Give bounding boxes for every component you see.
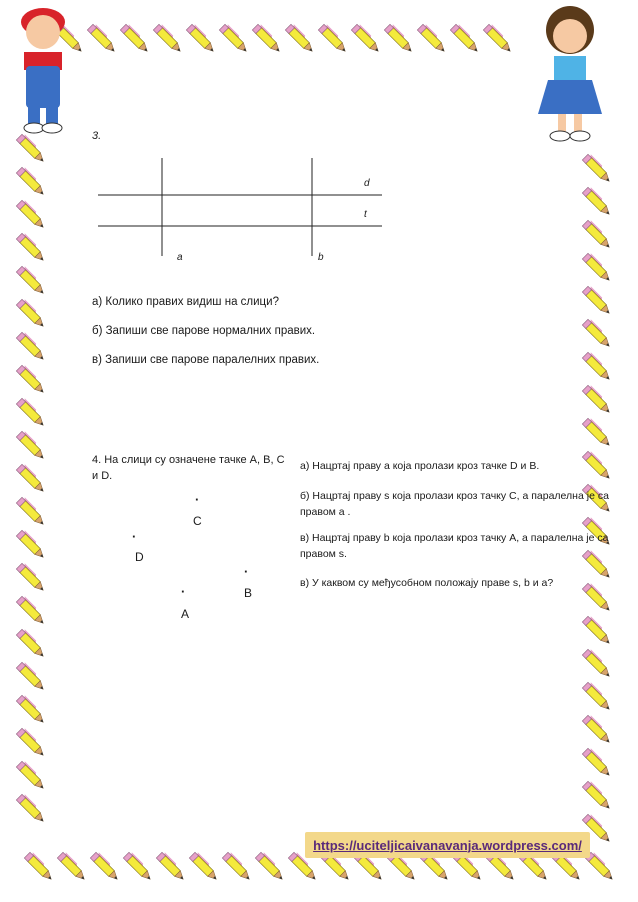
pencil-icon <box>582 351 613 382</box>
pencil-icon <box>582 318 613 349</box>
point-b-dot: · <box>244 564 249 579</box>
girl-illustration <box>530 2 610 152</box>
question-4a: а) Нацртај праву a која пролази кроз тачке D и B. <box>300 460 540 472</box>
website-link-box[interactable] <box>305 832 590 858</box>
pencil-icon <box>16 661 47 692</box>
pencil-icon <box>123 851 154 882</box>
pencil-icon <box>16 628 47 659</box>
pencil-icon <box>16 364 47 395</box>
pencil-icon <box>16 463 47 494</box>
pencil-icon <box>16 562 47 593</box>
pencil-icon <box>57 851 88 882</box>
pencil-icon <box>417 23 448 54</box>
pencil-icon <box>582 648 613 679</box>
label-d: d <box>364 178 370 189</box>
point-c-dot: · <box>195 492 200 507</box>
pencil-icon <box>582 681 613 712</box>
pencil-icon <box>351 23 382 54</box>
label-b: b <box>318 252 324 263</box>
question-4b: б) Нацртај праву s која пролази кроз тачку C, а паралелна је са правом a . <box>300 490 609 518</box>
pencil-icon <box>16 298 47 329</box>
pencil-icon <box>16 793 47 824</box>
question-4c: в) Нацртај праву b која пролази кроз тачку A, а паралелна је са правом s. <box>300 532 609 560</box>
pencil-icon <box>318 23 349 54</box>
pencil-icon <box>582 153 613 184</box>
pencil-icon <box>582 285 613 316</box>
pencil-icon <box>582 747 613 778</box>
pencil-icon <box>585 851 616 882</box>
pencil-icon <box>189 851 220 882</box>
pencil-icon <box>285 23 316 54</box>
pencil-icon <box>582 417 613 448</box>
pencil-icon <box>450 23 481 54</box>
pencil-icon <box>582 780 613 811</box>
pencil-icon <box>582 186 613 217</box>
pencil-icon <box>16 694 47 725</box>
point-a-label: A <box>181 607 190 621</box>
task4-intro: 4. На слици су означене тачке A, B, C и D. <box>92 454 285 482</box>
pencil-icon <box>252 23 283 54</box>
pencil-icon <box>153 23 184 54</box>
pencil-icon <box>16 727 47 758</box>
pencil-icon <box>16 232 47 263</box>
website-link[interactable]: https://uciteljicaivanavanja.wordpress.com/ <box>313 837 582 853</box>
point-a-dot: · <box>181 584 186 599</box>
pencil-icon <box>582 615 613 646</box>
pencil-icon <box>24 851 55 882</box>
pencil-icon <box>16 760 47 791</box>
point-d-dot: · <box>132 529 137 544</box>
question-3a: а) Колико правих видиш на слици? <box>92 296 279 308</box>
pencil-icon <box>156 851 187 882</box>
pencil-icon <box>16 331 47 362</box>
pencil-icon <box>16 199 47 230</box>
label-t: t <box>364 209 367 220</box>
pencil-icon <box>186 23 217 54</box>
pencil-icon <box>90 851 121 882</box>
boy-illustration <box>8 2 78 134</box>
pencil-icon <box>16 529 47 560</box>
pencil-icon <box>219 23 250 54</box>
pencil-icon <box>16 430 47 461</box>
point-d-label: D <box>135 550 144 564</box>
pencil-icon <box>582 384 613 415</box>
pencil-icon <box>582 219 613 250</box>
pencil-icon <box>16 265 47 296</box>
pencil-icon <box>384 23 415 54</box>
question-3c: в) Запиши све парове паралелних правих. <box>92 354 320 366</box>
pencil-icon <box>582 252 613 283</box>
pencil-icon <box>16 397 47 428</box>
label-a: a <box>177 252 183 263</box>
question-4d: в) У каквом су међусобном положају праве s, b и a? <box>300 577 554 589</box>
pencil-icon <box>16 133 47 164</box>
pencil-icon <box>16 166 47 197</box>
pencil-icon <box>483 23 514 54</box>
pencil-icon <box>87 23 118 54</box>
task-number: 3. <box>92 130 102 142</box>
question-3b: б) Запиши све парове нормалних правих. <box>92 325 316 337</box>
point-b-label: B <box>244 586 253 600</box>
pencil-icon <box>255 851 286 882</box>
pencil-icon <box>16 496 47 527</box>
point-c-label: C <box>193 514 202 528</box>
pencil-icon <box>222 851 253 882</box>
pencil-icon <box>16 595 47 626</box>
pencil-icon <box>582 714 613 745</box>
pencil-icon <box>120 23 151 54</box>
